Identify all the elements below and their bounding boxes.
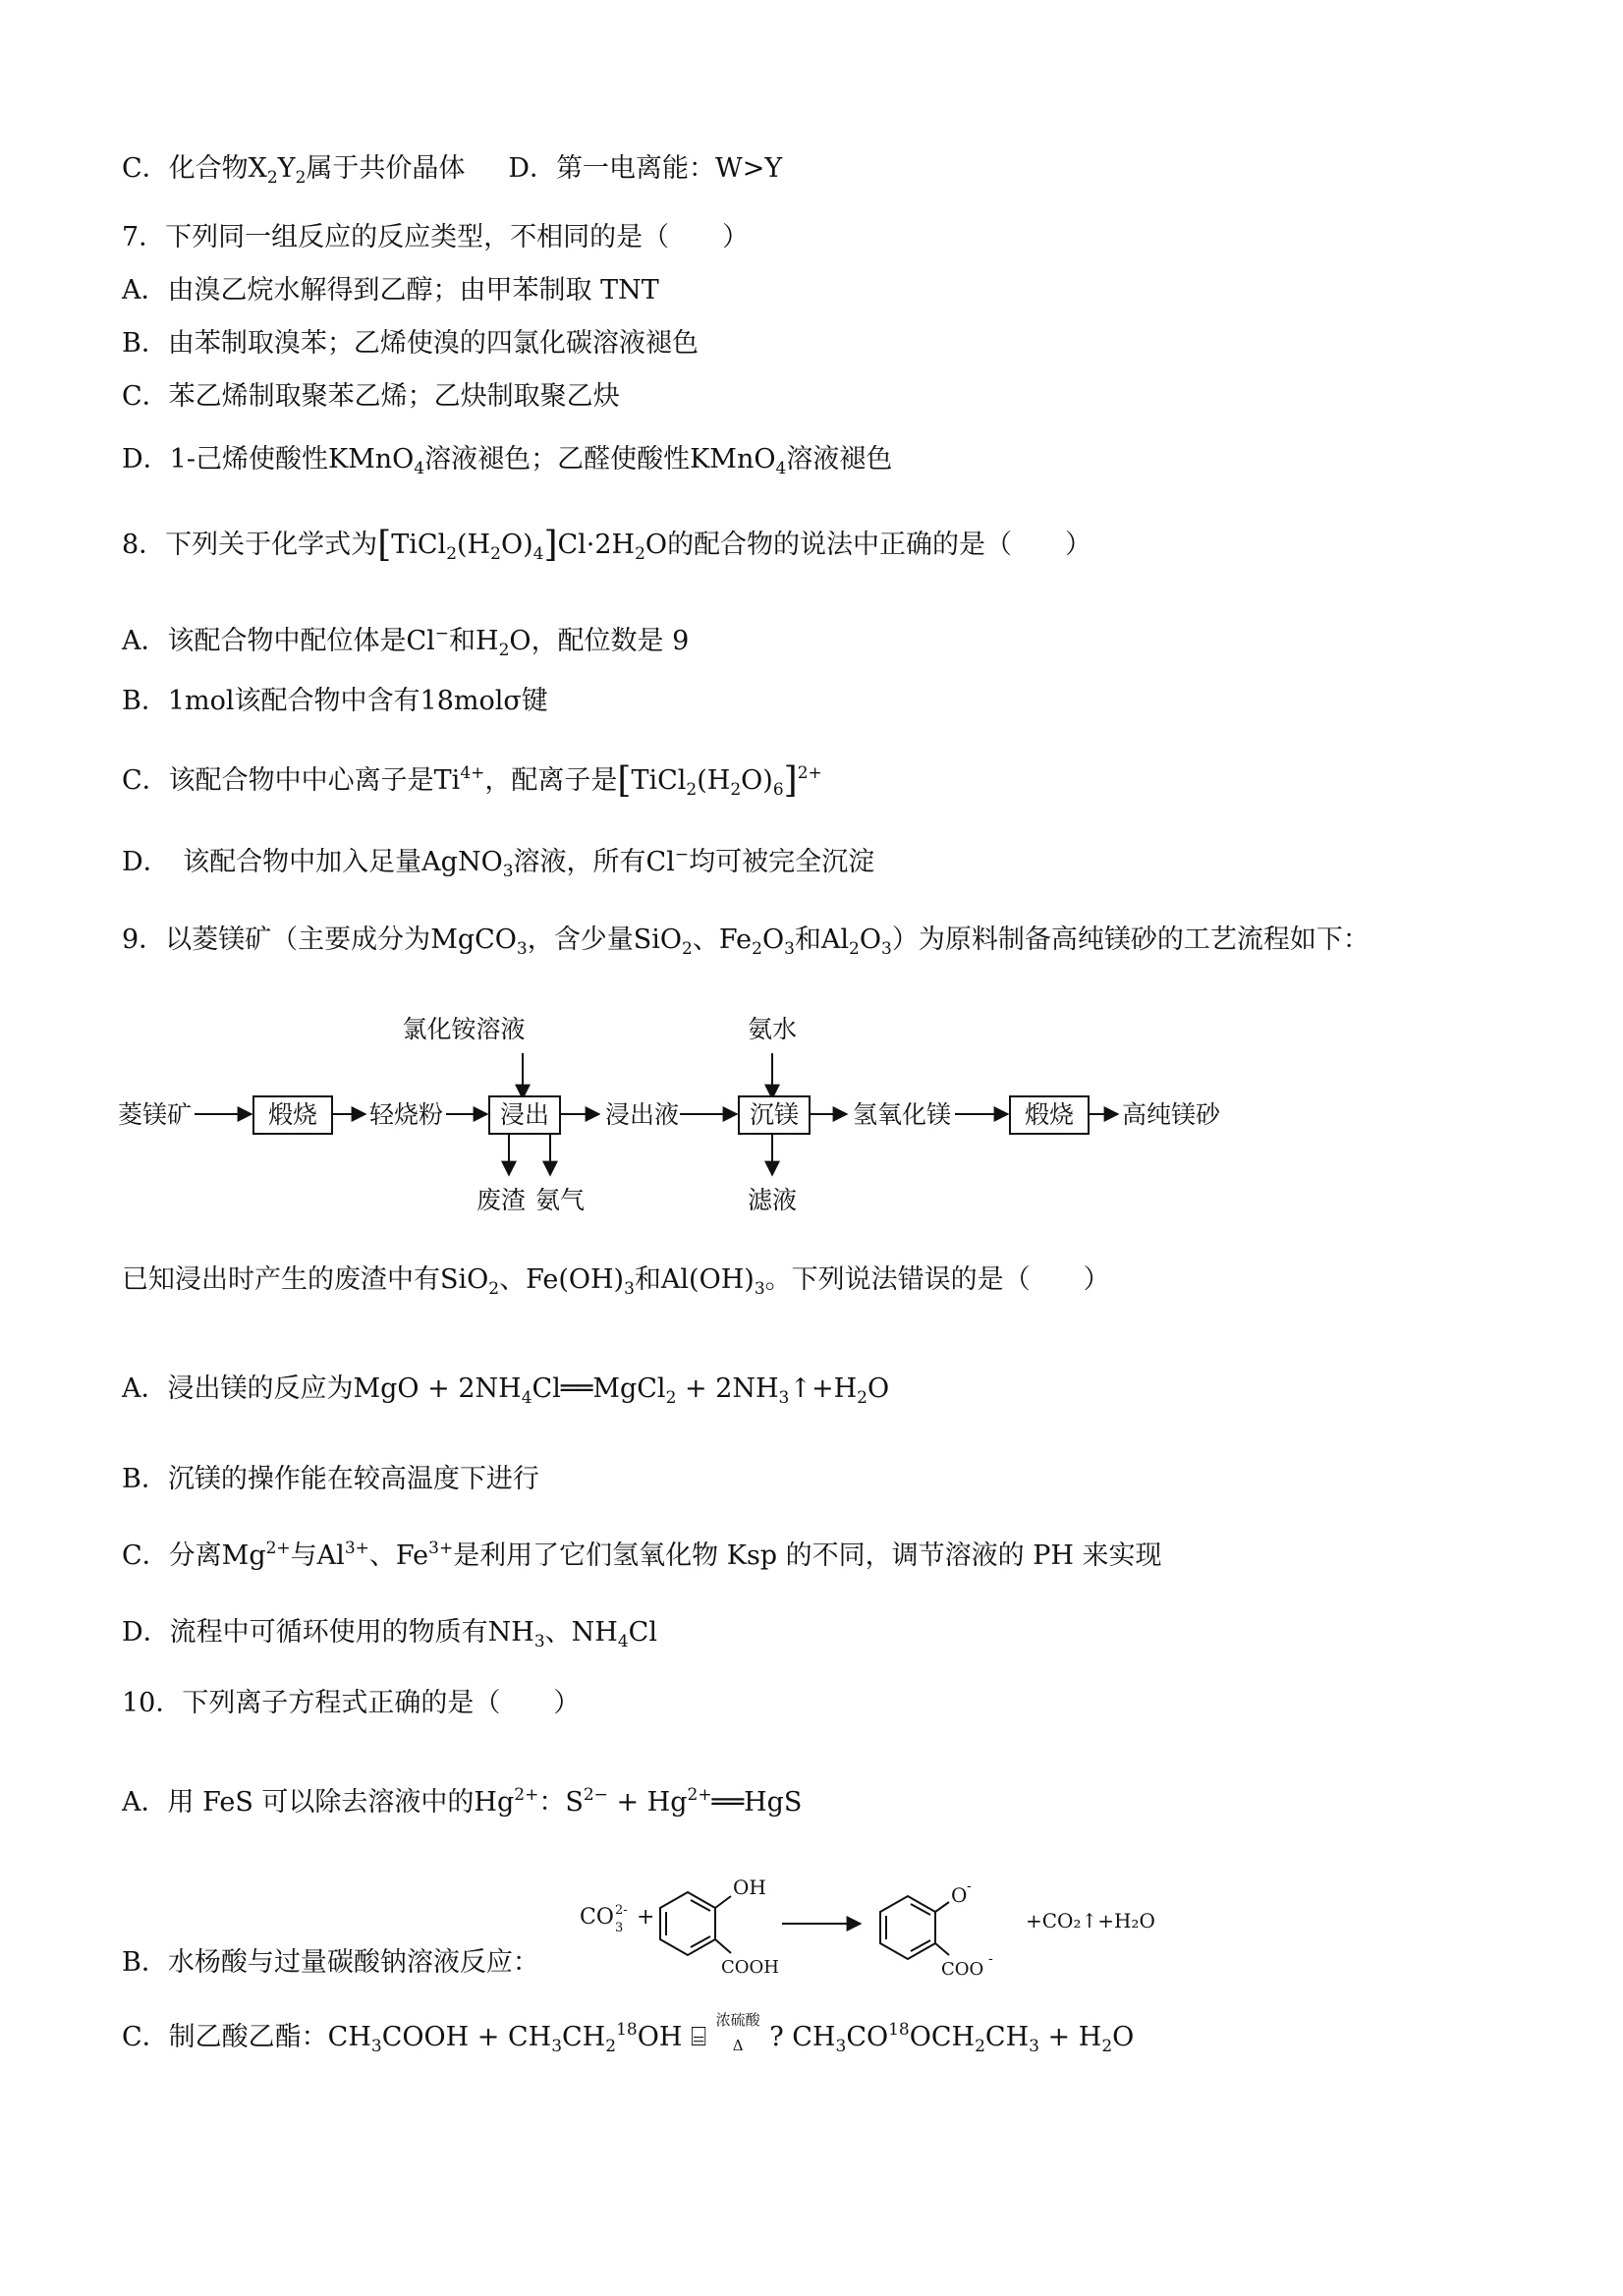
subscript: 2 [266,168,278,188]
superscript: 4+ [460,763,485,783]
superscript: − [674,845,690,865]
subscript: 3 [754,1279,765,1299]
q9-opta-part1: A．浸出镁的反应为 [122,1373,354,1404]
q9-option-d [122,1613,657,1661]
q10-option-c [122,2010,1134,2066]
q8-opta-part1: A．该配合物中配位体是 [122,626,407,656]
q9-known-part2: 。下列说法错误的是（ ） [764,1264,1110,1295]
formula-y: Y [277,153,296,184]
q8-opta-part2: 和 [449,626,476,656]
subscript: 3 [502,862,514,881]
flow-leach: 浸出 [499,1100,550,1129]
struct-co3: CO [580,1905,614,1930]
struct-coo-minus: COO [941,1959,984,1980]
equation: CH [327,2022,371,2052]
struct-o-minus: O [951,1883,968,1907]
equals-sign: ══ [711,1787,745,1818]
superscript: 2− [583,1785,608,1805]
superscript: 18 [888,2020,910,2040]
formula-al2o3: Al [820,924,850,955]
q7-optd-part3: 溶液褪色 [786,444,893,475]
q8-optd-part2: 溶液，所有 [513,847,646,877]
equation: O [1112,2022,1135,2052]
subscript: 6 [772,780,784,800]
q9-optc-sep: 、 [368,1540,396,1571]
q9-stem-part3: ）为原料制备高纯镁砂的工艺流程如下： [891,924,1370,955]
equation: COOH + CH [381,2022,552,2052]
formula-cl: Cl [645,847,675,877]
formula: (H [697,765,731,796]
formula-hg: Hg [474,1787,515,1818]
superscript: 2+ [797,763,822,783]
formula-ti: Ti [433,765,461,796]
q8-option-a [122,614,689,670]
equation: OCH [909,2022,976,2052]
q9-known-and: 和 [634,1264,661,1295]
struct-minus: - [988,1951,993,1967]
formula-cl: Cl [406,626,435,656]
q9-stem-and: 和 [794,924,821,955]
q8-optb-part1: B． [122,686,168,716]
formula-x: X [248,153,267,184]
subscript: 2 [1101,2037,1113,2056]
q8-optc-part1: C．该配合物中中心离子是 [122,765,434,796]
q7-option-b [122,324,699,364]
subscript: 2 [490,544,501,564]
q8-stem-part1: 8．下列关于化学式为 [122,530,378,560]
bracket-close: ] [543,525,558,565]
flow-calcine-1: 煅烧 [267,1100,318,1129]
subscript: 3 [516,939,528,959]
flow-input-nh4cl: 氯化铵溶液 [402,1015,526,1043]
reaction-condition [706,2011,769,2055]
ring-bond [911,1940,930,1951]
q10-stem-text: 10．下列离子方程式正确的是（ ） [122,1688,581,1718]
bracket-open: [ [617,760,632,801]
flow-input-ammonia-water: 氨水 [747,1015,798,1043]
ring-sub-bond [935,1902,949,1912]
formula-s: S [565,1787,584,1818]
q9-optd-part1: D．流程中可循环使用的物质有 [122,1617,488,1648]
q6-option-c-d [122,149,782,197]
struct-oh: OH [733,1876,766,1899]
equation: + Hg [607,1787,688,1818]
ring-sub-bond [715,1939,731,1953]
struct-co3-sup: 2- [615,1903,628,1918]
ring-bond [691,1900,710,1911]
formula: O) [741,765,773,796]
subscript: 3 [624,1279,635,1299]
equation: MgO + 2NH [353,1373,522,1404]
equation: HgS [744,1787,803,1818]
q10-opta-part1: A．用 FeS 可以除去溶液中的 [122,1787,475,1818]
q8-optc-part2: ，配离子是 [484,765,618,796]
flow-mg-hydroxide: 氢氧化镁 [853,1100,952,1129]
q7-stem-text: 7．下列同一组反应的反应类型，不相同的是（ ） [122,222,750,252]
q10-option-a [122,1775,802,1822]
formula-h2o: H [476,626,499,656]
formula-nh3: NH [487,1617,534,1648]
q10-opta-part2: ： [538,1787,566,1818]
equals-sign: ══ [560,1373,593,1404]
flow-waste: 废渣 [476,1186,527,1214]
formula-sio2: SiO [440,1264,489,1295]
subscript: 3 [784,939,795,959]
q9-optc-part2: 与 [290,1540,317,1571]
struct-tail: +CO₂↑+H₂O [1026,1909,1155,1932]
q7-option-a [122,271,659,310]
q9-option-c [122,1529,1162,1576]
q6-optd-text: D．第一电离能：W>Y [508,153,783,184]
equation: + H [1038,2022,1102,2052]
q7-optd-part1: D．1-己烯使酸性 [122,444,328,475]
equation: CH [984,2022,1030,2052]
subscript: 2 [488,1279,500,1299]
q10-optc-part1: C．制乙酸乙酯： [122,2022,328,2052]
formula-nh4cl: NH [571,1617,618,1648]
equation: CO [846,2022,889,2052]
q8-option-c [122,754,822,810]
subscript: 2 [605,2037,617,2056]
subscript: 2 [975,2037,985,2056]
q6-optc-text: C．化合物 [122,153,249,184]
struct-co3-sub: 3 [615,1921,624,1935]
q9-known-sep: 、 [499,1264,527,1295]
q8-optb-part3: 该配合物中含有 [234,686,420,716]
flow-ammonia-gas: 氨气 [534,1186,586,1214]
formula-al: Al [316,1540,345,1571]
formula: Cl·2H [557,530,636,560]
flow-ore: 菱镁矿 [118,1100,193,1129]
formula: O [644,530,668,560]
formula: TiCl [631,765,687,796]
q7-optd-part2: 溶液褪色；乙醛使酸性 [424,444,691,475]
formula: (H [457,530,491,560]
subscript: 2 [665,1388,677,1408]
struct-plus: + [637,1905,655,1930]
superscript: 2+ [265,1539,291,1558]
superscript: 2+ [687,1785,712,1805]
formula-agno3: AgNO [421,847,503,877]
q9-optb-text: B．沉镁的操作能在较高温度下进行 [122,1464,539,1494]
q8-optd-part3: 均可被完全沉淀 [689,847,875,877]
formula-kmno4: KMnO [690,444,776,475]
q9-optd-sep: 、 [544,1617,572,1648]
q7-option-d [122,440,892,488]
equation: CH [792,2022,836,2052]
process-flowchart [118,1000,1248,1221]
q7-stem [122,218,749,257]
q9-optc-part1: C．分离 [122,1540,222,1571]
subscript: 4 [532,544,544,564]
equation: O [867,1373,890,1404]
condition-heat: Δ [732,2037,744,2054]
q8-option-b [122,682,548,721]
ring-sub-bond [715,1896,731,1908]
benzene-ring-icon [880,1896,935,1959]
superscript: 2+ [514,1785,539,1805]
q8-optb-part4: 18molσ [420,686,522,716]
ring-sub-bond [935,1943,949,1955]
q10-stem [122,1684,580,1723]
q8-optb-part5: 键 [521,686,548,716]
benzene-ring-icon [660,1892,715,1955]
q10-optb-text: B．水杨酸与过量碳酸钠溶液反应： [122,1947,539,1978]
q8-stem [122,526,1091,574]
formula-mgco3: MgCO [430,924,517,955]
formula-fe2o3: O [761,924,785,955]
subscript: 2 [635,544,645,564]
q7-optb-text: B．由苯制取溴苯；乙烯使溴的四氯化碳溶液褪色 [122,328,699,359]
ring-bond [691,1936,710,1947]
subscript: 2 [730,780,742,800]
q8-stem-part2: 的配合物的说法中正确的是（ ） [667,530,1092,560]
q8-opta-part3: ，配位数是 9 [531,626,690,656]
subscript: 3 [835,2037,847,2056]
subscript: 4 [521,1388,532,1408]
formula: TiCl [391,530,447,560]
subscript: 3 [533,1632,545,1652]
q6-optc-suffix: 属于共价晶体 [306,153,466,184]
formula-nh4cl: Cl [628,1617,657,1648]
equation: ↑+H [789,1373,858,1404]
q7-option-c [122,377,620,417]
q9-option-a [122,1370,889,1418]
subscript: 4 [414,459,425,478]
flow-leachate: 浸出液 [605,1100,680,1129]
flow-light-powder: 轻烧粉 [369,1100,444,1129]
q9-known-part1: 已知浸出时产生的废渣中有 [122,1264,440,1295]
q9-stem-sep: 、 [692,924,719,955]
q9-stem-part1: 9．以菱镁矿（主要成分为 [122,924,431,955]
formula-feoh3: Fe(OH) [526,1264,625,1295]
subscript: 2 [857,1388,867,1408]
subscript: 3 [881,939,892,959]
bracket-open: [ [377,525,392,565]
q9-optc-part3: 是利用了它们氢氧化物 Ksp 的不同，调节溶液的 PH 来实现 [453,1540,1162,1571]
struct-cooh: COOH [721,1957,779,1978]
superscript: 18 [616,2020,638,2040]
q9-option-b [122,1460,539,1499]
equation: CH [562,2022,606,2052]
subscript: 3 [1029,2037,1039,2056]
subscript: 2 [498,641,510,660]
subscript: 4 [617,1632,629,1652]
q8-option-d [122,835,874,891]
subscript: 3 [370,2037,382,2056]
broken-glyph-icon: ⌸ [690,2022,707,2052]
q7-optc-text: C．苯乙烯制取聚苯乙烯；乙炔制取聚乙炔 [122,381,620,412]
subscript: 2 [446,544,458,564]
formula-sio2: SiO [633,924,683,955]
flow-product: 高纯镁砂 [1122,1100,1221,1129]
flow-calcine-2: 煅烧 [1024,1100,1075,1129]
subscript: 3 [551,2037,563,2056]
equation: + 2NH [676,1373,779,1404]
superscript: − [434,624,450,644]
q9-stem [122,921,1370,969]
subscript: 2 [686,780,698,800]
q8-optb-part2: 1mol [167,686,235,716]
subscript: 2 [849,939,860,959]
broken-glyph-icon: ? [769,2022,784,2052]
q7-opta-text: A．由溴乙烷水解得到乙醇；由甲苯制取 TNT [122,275,659,306]
bracket-close: ] [783,760,798,801]
equation: OH [637,2022,683,2052]
subscript: 2 [682,939,693,959]
equation: MgCl [592,1373,666,1404]
q9-known [122,1260,1110,1309]
condition-catalyst: 浓硫酸 [715,2011,760,2029]
formula-fe: Fe [395,1540,429,1571]
superscript: 3+ [428,1539,454,1558]
subscript: 4 [775,459,787,478]
equation: Cl [532,1373,561,1404]
formula-fe2o3: Fe [718,924,753,955]
subscript: 2 [295,168,307,188]
flow-filtrate: 滤液 [747,1186,798,1214]
q10-option-b [122,1943,539,1983]
struct-minus: - [967,1878,972,1894]
q8-optd-part1: D． 该配合物中加入足量 [122,847,422,877]
formula-al2o3: O [859,924,882,955]
salicylic-acid-reaction [576,1857,1185,1985]
formula-mg: Mg [221,1540,266,1571]
formula-h2o: O [509,626,532,656]
subscript: 3 [778,1388,790,1408]
formula-aloh3: Al(OH) [660,1264,755,1295]
ring-bond [911,1904,930,1915]
formula-kmno4: KMnO [327,444,415,475]
superscript: 3+ [344,1539,369,1558]
formula: O) [500,530,533,560]
flow-precip: 沉镁 [749,1100,800,1129]
q9-stem-part2: ，含少量 [527,924,634,955]
subscript: 2 [752,939,762,959]
